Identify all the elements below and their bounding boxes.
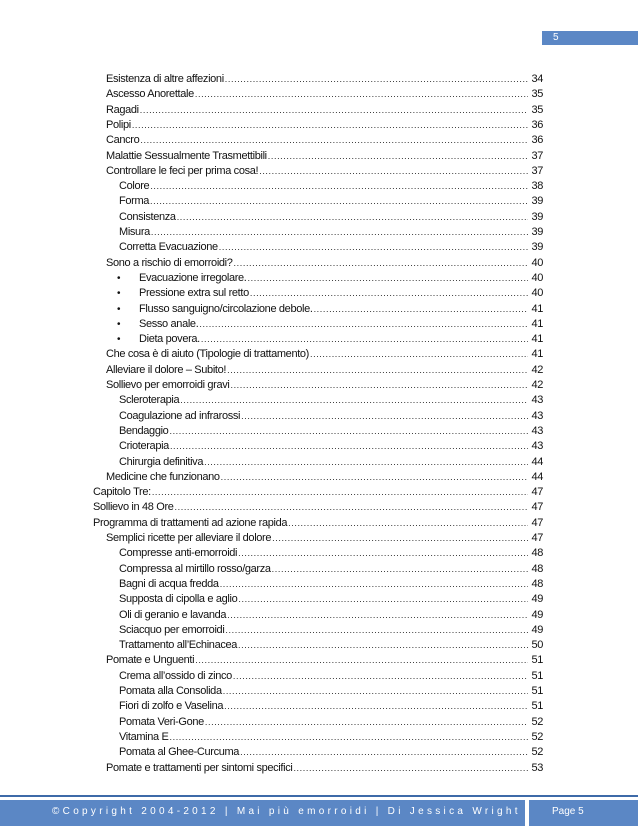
toc-dot-leader [150, 194, 528, 209]
toc-dot-leader [204, 455, 528, 470]
toc-entry-title: Sciacquo per emorroidi [119, 624, 225, 636]
toc-entry[interactable] [119, 638, 543, 653]
toc-dot-leader [221, 470, 528, 485]
toc-entry[interactable] [117, 302, 543, 317]
toc-entry-page: 39 [531, 241, 543, 253]
toc-entry[interactable] [119, 745, 543, 760]
toc-entry-title: Fiori di zolfo e Vaselina [119, 700, 224, 712]
toc-dot-leader [240, 745, 528, 760]
toc-dot-leader [225, 623, 528, 638]
toc-dot-leader [219, 240, 528, 255]
toc-entry-title: Alleviare il dolore – Subito! [106, 364, 227, 376]
toc-dot-leader [238, 592, 528, 607]
toc-entry-page: 48 [531, 563, 543, 575]
toc-entry-title: Coagulazione ad infrarossi [119, 410, 241, 422]
toc-entry[interactable] [106, 761, 543, 776]
toc-entry-page: 52 [531, 746, 543, 758]
toc-dot-leader [201, 332, 528, 347]
toc-entry-page: 44 [531, 471, 543, 483]
toc-dot-leader [227, 608, 528, 623]
toc-entry-page: 50 [531, 639, 543, 651]
toc-entry-page: 37 [531, 150, 543, 162]
toc-dot-leader [230, 378, 528, 393]
toc-entry-title: Pomata alla Consolida [119, 685, 222, 697]
toc-dot-leader [140, 133, 528, 148]
toc-dot-leader [248, 271, 528, 286]
toc-dot-leader [195, 653, 528, 668]
toc-entry-page: 38 [531, 180, 543, 192]
toc-entry-page: 47 [531, 501, 543, 513]
toc-entry-page: 36 [531, 119, 543, 131]
toc-entry-page: 48 [531, 578, 543, 590]
toc-dot-leader [288, 516, 528, 531]
toc-entry-page: 43 [531, 440, 543, 452]
toc-entry-title: Evacuazione irregolare. [139, 272, 247, 284]
toc-entry[interactable] [119, 194, 543, 209]
toc-dot-leader [224, 699, 528, 714]
toc-entry-page: 39 [531, 195, 543, 207]
toc-entry[interactable] [119, 225, 543, 240]
toc-entry-page: 35 [531, 104, 543, 116]
toc-entry-title: Che cosa è di aiuto (Tipologie di trattamento) [106, 348, 309, 360]
toc-entry-page: 41 [531, 318, 543, 330]
toc-entry-page: 49 [531, 624, 543, 636]
toc-dot-leader [205, 715, 528, 730]
toc-entry-page: 42 [531, 379, 543, 391]
footer-separator [525, 800, 529, 826]
toc-entry-page: 41 [531, 303, 543, 315]
toc-dot-leader [195, 87, 528, 102]
toc-entry-page: 40 [531, 287, 543, 299]
toc-entry[interactable] [119, 455, 543, 470]
bullet-icon: • [117, 319, 121, 330]
toc-entry-title: Programma di trattamenti ad azione rapida [93, 517, 288, 529]
toc-entry-page: 51 [531, 670, 543, 682]
toc-dot-leader [220, 577, 528, 592]
toc-entry[interactable] [119, 715, 543, 730]
bullet-icon: • [117, 273, 121, 284]
toc-entry[interactable] [117, 286, 543, 301]
toc-entry-page: 51 [531, 654, 543, 666]
toc-entry-title: Forma [119, 195, 150, 207]
toc-entry[interactable] [119, 546, 543, 561]
toc-dot-leader [268, 149, 528, 164]
toc-entry[interactable] [106, 653, 543, 668]
toc-entry-title: Scleroterapia [119, 394, 180, 406]
toc-entry-title: Trattamento all’Echinacea [119, 639, 238, 651]
toc-entry[interactable] [106, 470, 543, 485]
toc-entry[interactable] [119, 684, 543, 699]
toc-entry-page: 52 [531, 716, 543, 728]
toc-entry-page: 43 [531, 410, 543, 422]
toc-entry-page: 42 [531, 364, 543, 376]
toc-dot-leader [310, 347, 528, 362]
toc-entry-title: Malattie Sessualmente Trasmettibili [106, 150, 267, 162]
toc-entry[interactable] [93, 500, 543, 515]
toc-entry[interactable] [106, 378, 543, 393]
toc-entry[interactable] [106, 149, 543, 164]
toc-entry[interactable] [119, 592, 543, 607]
toc-entry-page: 40 [531, 272, 543, 284]
toc-entry-page: 39 [531, 226, 543, 238]
toc-entry-title: Compressa al mirtillo rosso/garza [119, 563, 271, 575]
toc-entry-title: Pressione extra sul retto [139, 287, 249, 299]
toc-entry-title: Sono a rischio di emorroidi? [106, 257, 233, 269]
toc-dot-leader [238, 546, 528, 561]
toc-entry[interactable] [106, 363, 543, 378]
toc-entry-title: Vitamina E [119, 731, 169, 743]
toc-entry-title: Oli di geranio e lavanda [119, 609, 227, 621]
bullet-icon: • [117, 304, 121, 315]
toc-entry-page: 41 [531, 333, 543, 345]
toc-dot-leader [170, 439, 528, 454]
toc-dot-leader [177, 210, 528, 225]
toc-dot-leader [234, 256, 528, 271]
toc-entry[interactable] [119, 577, 543, 592]
toc-entry-title: Corretta Evacuazione [119, 241, 218, 253]
toc-entry-page: 53 [531, 762, 543, 774]
toc-entry[interactable] [106, 72, 543, 87]
toc-entry-title: Cancro [106, 134, 140, 146]
toc-entry[interactable] [119, 699, 543, 714]
toc-entry[interactable] [106, 531, 543, 546]
toc-entry-page: 40 [531, 257, 543, 269]
toc-entry-page: 36 [531, 134, 543, 146]
toc-entry[interactable] [106, 347, 543, 362]
toc-entry[interactable] [106, 256, 543, 271]
bullet-icon: • [117, 288, 121, 299]
toc-entry-title: Bendaggio [119, 425, 169, 437]
toc-dot-leader [241, 409, 528, 424]
toc-entry-title: Semplici ricette per alleviare il dolore [106, 532, 272, 544]
toc-entry-title: Controllare le feci per prima cosa! [106, 165, 259, 177]
footer-rule [0, 795, 638, 797]
footer-copyright: ©Copyright 2004-2012 | Mai più emorroidi | Di Jessica Wright [52, 806, 521, 817]
toc-dot-leader [225, 72, 528, 87]
toc-entry-page: 51 [531, 700, 543, 712]
toc-entry-page: 47 [531, 517, 543, 529]
toc-entry-title: Sollievo per emorroidi gravi [106, 379, 230, 391]
toc-dot-leader [272, 562, 528, 577]
toc-dot-leader [180, 393, 528, 408]
toc-entry[interactable] [93, 516, 543, 531]
toc-entry-title: Bagni di acqua fredda [119, 578, 219, 590]
toc-entry-title: Pomata Veri-Gone [119, 716, 204, 728]
toc-dot-leader [151, 225, 528, 240]
toc-entry[interactable] [106, 87, 543, 102]
toc-entry-title: Sollievo in 48 Ore [93, 501, 174, 513]
toc-entry-title: Flusso sanguigno/circolazione debole. [139, 303, 313, 315]
toc-entry-title: Chirurgia definitiva [119, 456, 204, 468]
toc-entry-title: Ragadi [106, 104, 139, 116]
toc-entry-page: 49 [531, 609, 543, 621]
toc-entry-title: Supposta di cipolla e aglio [119, 593, 238, 605]
toc-entry[interactable] [119, 439, 543, 454]
toc-entry-title: Polipi [106, 119, 131, 131]
footer [0, 800, 638, 826]
toc-dot-leader [293, 761, 528, 776]
page-number-badge [542, 31, 638, 45]
toc-entry-page: 43 [531, 394, 543, 406]
toc-dot-leader [152, 485, 528, 500]
toc-dot-leader [223, 684, 528, 699]
toc-entry-page: 52 [531, 731, 543, 743]
toc-entry-page: 35 [531, 88, 543, 100]
toc-dot-leader [140, 103, 528, 118]
toc-entry-title: Sesso anale. [139, 318, 199, 330]
toc-entry-page: 44 [531, 456, 543, 468]
toc-entry-page: 49 [531, 593, 543, 605]
toc-entry-page: 51 [531, 685, 543, 697]
toc-entry[interactable] [119, 623, 543, 638]
toc-entry-page: 47 [531, 532, 543, 544]
toc-entry-title: Pomate e Unguenti [106, 654, 195, 666]
toc-dot-leader [175, 500, 528, 515]
toc-entry[interactable] [119, 608, 543, 623]
toc-entry[interactable] [106, 103, 543, 118]
toc-dot-leader [199, 317, 528, 332]
toc-entry-title: Pomate e trattamenti per sintomi specifici [106, 762, 293, 774]
toc-dot-leader [233, 669, 528, 684]
toc-entry[interactable] [119, 409, 543, 424]
toc-dot-leader [169, 424, 528, 439]
toc-entry-title: Crioterapia [119, 440, 169, 452]
toc-entry-page: 47 [531, 486, 543, 498]
page-number: 5 [553, 32, 559, 43]
toc-entry[interactable] [119, 562, 543, 577]
toc-entry[interactable] [119, 730, 543, 745]
toc-entry[interactable] [119, 210, 543, 225]
toc-entry-page: 39 [531, 211, 543, 223]
toc-entry[interactable] [106, 133, 543, 148]
toc-entry-title: Ascesso Anorettale [106, 88, 194, 100]
toc-entry[interactable] [117, 317, 543, 332]
toc-entry-page: 43 [531, 425, 543, 437]
toc-entry[interactable] [119, 240, 543, 255]
toc-dot-leader [170, 730, 529, 745]
toc-entry-title: Crema all’ossido di zinco [119, 670, 232, 682]
toc-entry-title: Colore [119, 180, 150, 192]
toc-dot-leader [238, 638, 528, 653]
toc-dot-leader [250, 286, 528, 301]
toc-entry[interactable] [106, 118, 543, 133]
toc-entry-page: 41 [531, 348, 543, 360]
toc-entry[interactable] [93, 485, 543, 500]
bullet-icon: • [117, 334, 121, 345]
toc-entry-page: 48 [531, 547, 543, 559]
toc-entry[interactable] [117, 332, 543, 347]
toc-dot-leader [227, 363, 528, 378]
toc-entry[interactable] [119, 179, 543, 194]
toc-entry-title: Capitolo Tre: [93, 486, 151, 498]
toc-entry[interactable] [117, 271, 543, 286]
toc-dot-leader [314, 302, 528, 317]
toc-entry-title: Medicine che funzionano [106, 471, 220, 483]
toc-entry-page: 37 [531, 165, 543, 177]
toc-entry-title: Compresse anti-emorroidi [119, 547, 238, 559]
toc-entry-title: Pomata al Ghee-Curcuma [119, 746, 240, 758]
toc-dot-leader [272, 531, 528, 546]
toc-entry[interactable] [106, 164, 543, 179]
toc-entry-title: Esistenza di altre affezioni [106, 73, 224, 85]
toc-entry-title: Consistenza [119, 211, 176, 223]
toc-dot-leader [259, 164, 528, 179]
toc-entry[interactable] [119, 669, 543, 684]
toc-dot-leader [150, 179, 528, 194]
toc-entry-title: Misura [119, 226, 150, 238]
toc-entry-title: Dieta povera. [139, 333, 200, 345]
toc-entry[interactable] [119, 393, 543, 408]
toc-entry[interactable] [119, 424, 543, 439]
footer-page-label: Page 5 [552, 806, 584, 817]
toc-dot-leader [132, 118, 528, 133]
toc-entry-page: 34 [531, 73, 543, 85]
